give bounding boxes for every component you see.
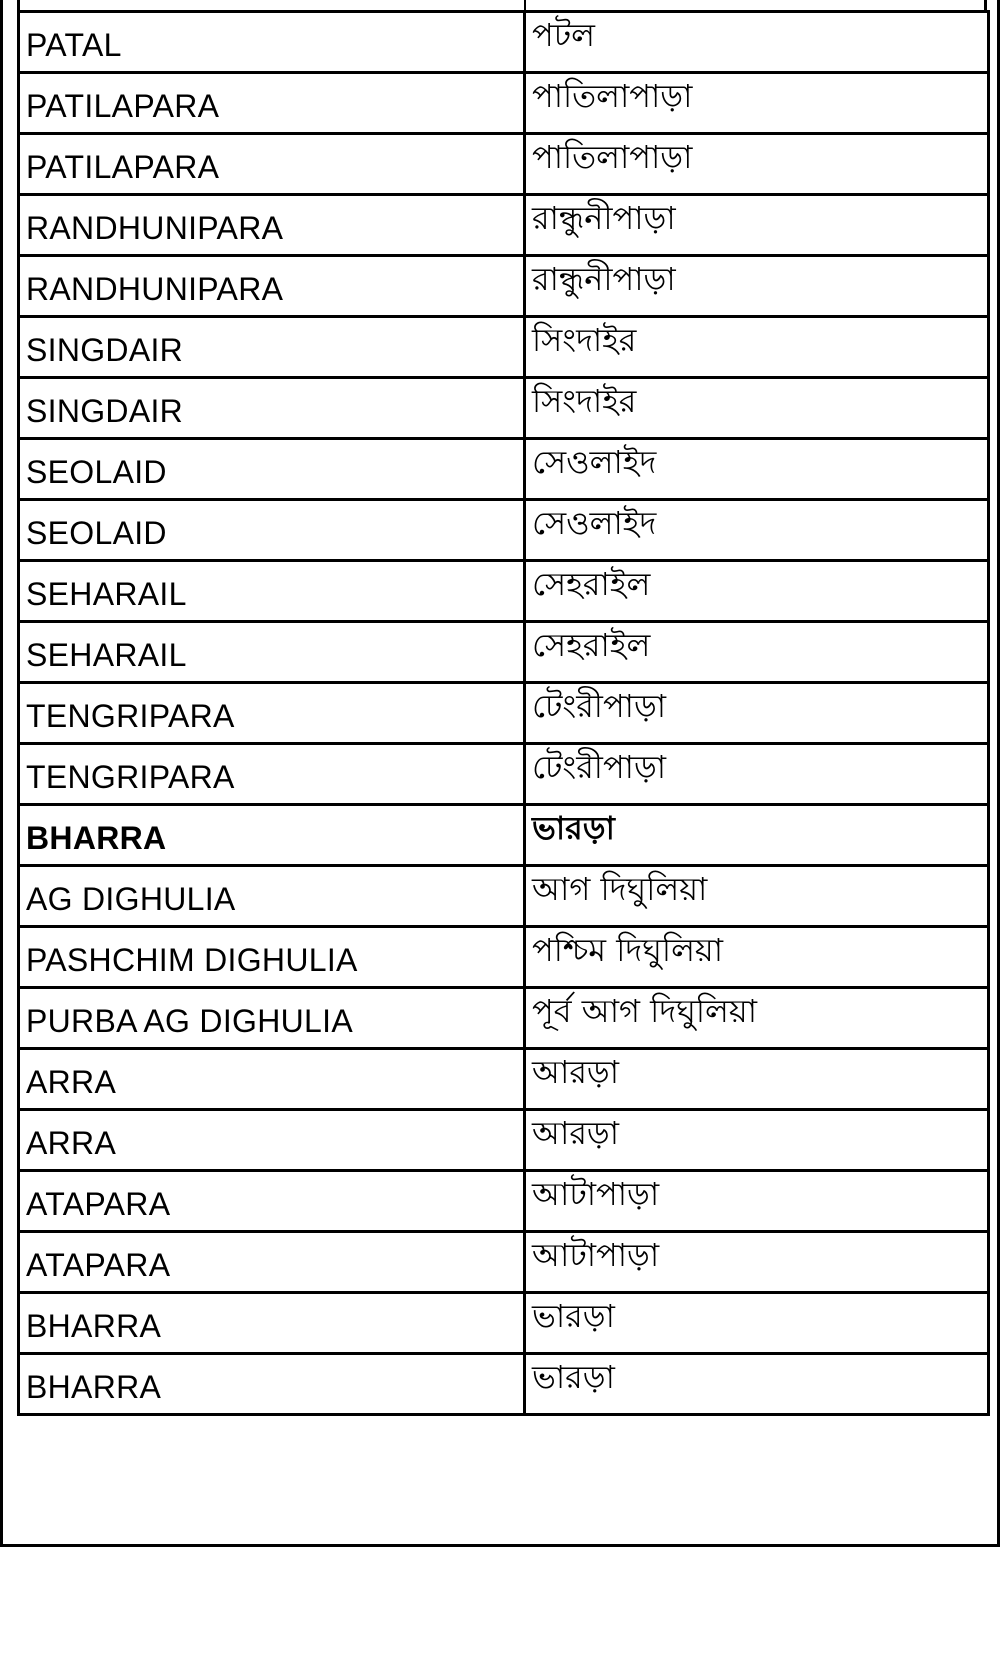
- english-name-cell: AG DIGHULIA: [19, 866, 525, 927]
- english-name-cell: PATILAPARA: [19, 134, 525, 195]
- left-margin-rule: [0, 0, 3, 1547]
- english-name-cell: SEHARAIL: [19, 622, 525, 683]
- english-name-cell: SEOLAID: [19, 500, 525, 561]
- bengali-name-cell: সিংদাইর: [525, 378, 989, 439]
- bengali-name-cell: সেহরাইল: [525, 622, 989, 683]
- table-row: [19, 1232, 989, 1293]
- bengali-name-cell: পটল: [525, 12, 989, 73]
- table-row: [19, 439, 989, 500]
- bengali-name-cell: টেংরীপাড়া: [525, 683, 989, 744]
- bengali-name-cell: আরড়া: [525, 1110, 989, 1171]
- english-name-cell: PATILAPARA: [19, 73, 525, 134]
- table-row: [19, 805, 989, 866]
- table-row: [19, 1049, 989, 1110]
- bengali-name-cell: সিংদাইর: [525, 317, 989, 378]
- table-row: [19, 317, 989, 378]
- bengali-name-cell: সেহরাইল: [525, 561, 989, 622]
- bengali-name-cell: পূর্ব আগ দিঘুলিয়া: [525, 988, 989, 1049]
- bengali-name-cell: টেংরীপাড়া: [525, 744, 989, 805]
- english-name-cell: BHARRA: [19, 1354, 525, 1415]
- table-row: [19, 1354, 989, 1415]
- english-name-cell: PASHCHIM DIGHULIA: [19, 927, 525, 988]
- english-name-cell: BHARRA: [19, 1293, 525, 1354]
- table-row: [19, 134, 989, 195]
- bengali-name-cell: আগ দিঘুলিয়া: [525, 866, 989, 927]
- table-row: [19, 12, 989, 73]
- table-row: [19, 195, 989, 256]
- english-name-cell: PATAL: [19, 12, 525, 73]
- english-name-cell: BHARRA: [19, 805, 525, 866]
- table-row: [19, 866, 989, 927]
- table-row: [19, 1110, 989, 1171]
- bengali-name-cell: সেওলাইদ: [525, 439, 989, 500]
- bengali-name-cell: সেওলাইদ: [525, 500, 989, 561]
- bengali-name-cell: আরড়া: [525, 1049, 989, 1110]
- bengali-name-cell: আটাপাড়া: [525, 1232, 989, 1293]
- table-row: [19, 73, 989, 134]
- bengali-name-cell: ভারড়া: [525, 1293, 989, 1354]
- english-name-cell: SEOLAID: [19, 439, 525, 500]
- table-row: [19, 683, 989, 744]
- bengali-name-cell: পাতিলাপাড়া: [525, 134, 989, 195]
- english-name-cell: ATAPARA: [19, 1232, 525, 1293]
- table-row: [19, 500, 989, 561]
- table-body: [19, 12, 989, 1415]
- bengali-name-cell: পশ্চিম দিঘুলিয়া: [525, 927, 989, 988]
- bottom-rule: [0, 1544, 1000, 1547]
- english-name-cell: TENGRIPARA: [19, 683, 525, 744]
- place-names-table: [17, 10, 990, 1416]
- table-row: [19, 622, 989, 683]
- english-name-cell: ARRA: [19, 1110, 525, 1171]
- english-name-cell: RANDHUNIPARA: [19, 195, 525, 256]
- bengali-name-cell: রান্ধুনীপাড়া: [525, 195, 989, 256]
- english-name-cell: SINGDAIR: [19, 378, 525, 439]
- bengali-name-cell: আটাপাড়া: [525, 1171, 989, 1232]
- table-row: [19, 378, 989, 439]
- table-row: [19, 927, 989, 988]
- english-name-cell: TENGRIPARA: [19, 744, 525, 805]
- english-name-cell: PURBA AG DIGHULIA: [19, 988, 525, 1049]
- table-row: [19, 561, 989, 622]
- table-row: [19, 1293, 989, 1354]
- bengali-name-cell: ভারড়া: [525, 805, 989, 866]
- english-name-cell: ATAPARA: [19, 1171, 525, 1232]
- table-row: [19, 988, 989, 1049]
- table-row: [19, 256, 989, 317]
- english-name-cell: RANDHUNIPARA: [19, 256, 525, 317]
- table-row: [19, 744, 989, 805]
- english-name-cell: ARRA: [19, 1049, 525, 1110]
- english-name-cell: SEHARAIL: [19, 561, 525, 622]
- bengali-name-cell: ভারড়া: [525, 1354, 989, 1415]
- bengali-name-cell: রান্ধুনীপাড়া: [525, 256, 989, 317]
- bengali-name-cell: পাতিলাপাড়া: [525, 73, 989, 134]
- english-name-cell: SINGDAIR: [19, 317, 525, 378]
- table-row: [19, 1171, 989, 1232]
